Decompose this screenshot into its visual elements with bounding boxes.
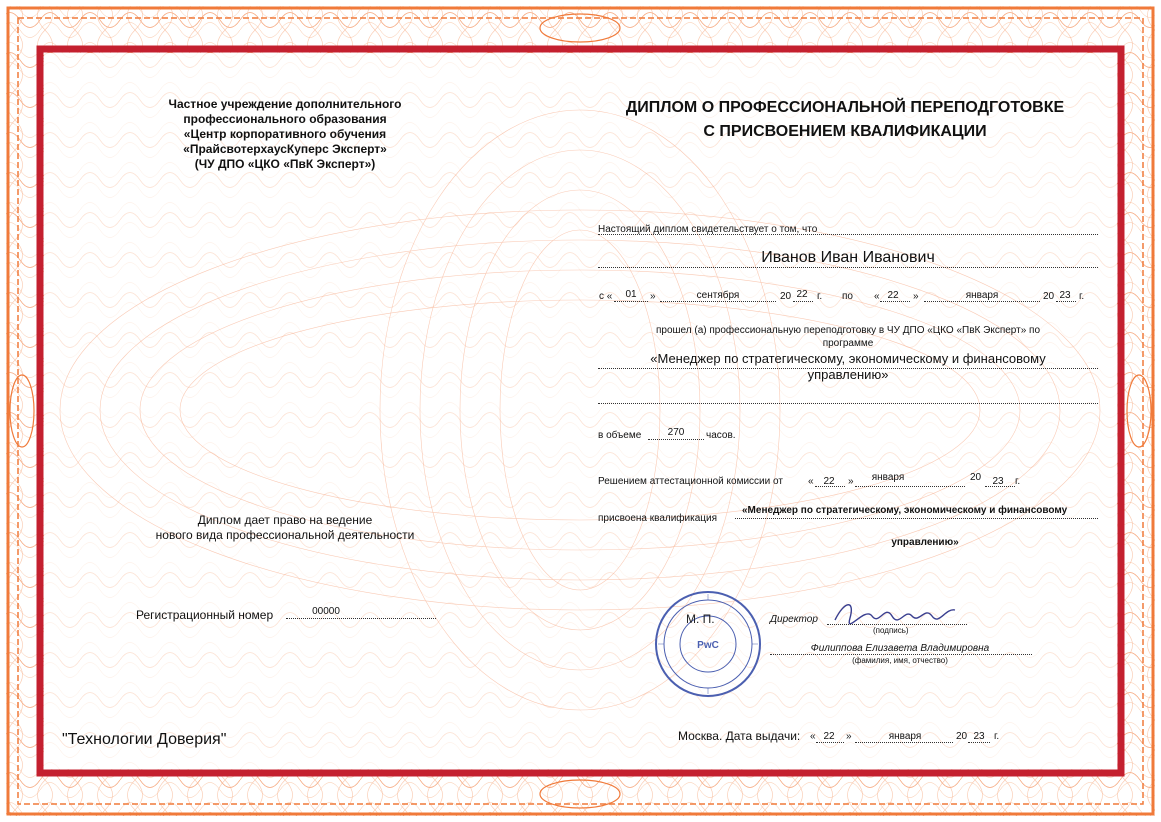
stamp bbox=[654, 590, 762, 698]
underline bbox=[598, 234, 1098, 235]
underline bbox=[735, 518, 1098, 519]
underline bbox=[855, 742, 953, 743]
program-intro-line: прошел (а) профессиональную переподготовку в ЧУ ДПО «ЦКО «ПвК Эксперт» по bbox=[655, 325, 1041, 336]
intro-text: Настоящий диплом свидетельствует о том, что bbox=[598, 224, 818, 235]
institution-line: профессионального образования bbox=[183, 112, 387, 126]
underline bbox=[924, 301, 1040, 302]
issue-year: 23 bbox=[973, 731, 985, 742]
underline bbox=[827, 624, 967, 625]
underline bbox=[614, 301, 648, 302]
registration-label: Регистрационный номер bbox=[136, 608, 274, 622]
program-intro-line: программе bbox=[822, 338, 874, 349]
program-intro bbox=[598, 324, 1098, 350]
period-from-year: 22 bbox=[796, 289, 808, 300]
stamp-center-text: PwC bbox=[697, 640, 719, 651]
year-suffix: г. bbox=[1079, 291, 1085, 302]
underline bbox=[1056, 301, 1076, 302]
underline bbox=[286, 618, 436, 619]
hours-value: 270 bbox=[667, 427, 685, 438]
name-caption: (фамилия, имя, отчество) bbox=[852, 656, 948, 665]
qualification-label: присвоена квалификация bbox=[598, 513, 718, 524]
title-line: ДИПЛОМ О ПРОФЕССИОНАЛЬНОЙ ПЕРЕПОДГОТОВКЕ bbox=[625, 99, 1065, 116]
underline bbox=[598, 403, 1098, 404]
period-to-label: по bbox=[842, 291, 853, 302]
registration-number: 00000 bbox=[312, 606, 340, 617]
rights-text bbox=[130, 513, 440, 543]
underline bbox=[598, 267, 1098, 268]
institution-line: Частное учреждение дополнительного bbox=[168, 97, 402, 111]
director-name: Филиппова Елизавета Владимировна bbox=[810, 643, 990, 654]
institution-line: «Центр корпоративного обучения bbox=[183, 127, 387, 141]
year-prefix: 20 bbox=[956, 731, 968, 742]
title-line: С ПРИСВОЕНИЕМ КВАЛИФИКАЦИИ bbox=[703, 123, 987, 140]
qualification-line1: «Менеджер по стратегическому, экономическому и финансовому bbox=[742, 505, 1068, 516]
underline bbox=[793, 301, 813, 302]
underline bbox=[770, 654, 1032, 655]
commission-label: Решением аттестационной комиссии от bbox=[598, 476, 783, 487]
quote-close: » bbox=[913, 291, 919, 302]
footer-brand: "Технологии Доверия" bbox=[62, 731, 227, 748]
quote-close: » bbox=[650, 291, 656, 302]
institution-line: «ПрайсвотерхаусКуперс Эксперт» bbox=[183, 142, 387, 156]
year-prefix: 20 bbox=[970, 472, 982, 483]
period-to-year: 23 bbox=[1059, 290, 1071, 301]
quote-open: « bbox=[810, 731, 816, 742]
institution-line: (ЧУ ДПО «ЦКО «ПвК Эксперт») bbox=[194, 157, 376, 171]
issue-month: января bbox=[888, 731, 922, 742]
commission-month: января bbox=[871, 472, 905, 483]
underline bbox=[816, 742, 844, 743]
program-name-line: «Менеджер по стратегическому, экономическому и финансовому bbox=[650, 351, 1046, 366]
hours-prefix: в объеме bbox=[598, 430, 642, 441]
commission-year: 23 bbox=[992, 476, 1004, 487]
period-from-prefix: с « bbox=[599, 291, 613, 302]
issue-label: Москва. Дата выдачи: bbox=[678, 729, 801, 743]
underline bbox=[968, 742, 990, 743]
quote-close: » bbox=[848, 476, 854, 487]
qualification-line2: управлению» bbox=[891, 537, 959, 548]
quote-open: « bbox=[808, 476, 814, 487]
rights-line: нового вида профессиональной деятельности bbox=[155, 528, 415, 542]
diploma-title bbox=[580, 96, 1110, 144]
quote-open: « bbox=[874, 291, 880, 302]
year-suffix: г. bbox=[994, 731, 1000, 742]
issue-day: 22 bbox=[823, 731, 835, 742]
underline bbox=[880, 301, 910, 302]
quote-close: » bbox=[846, 731, 852, 742]
underline bbox=[815, 486, 845, 487]
underline bbox=[598, 368, 1098, 369]
underline bbox=[985, 486, 1015, 487]
signature-caption: (подпись) bbox=[873, 626, 909, 635]
recipient-name: Иванов Иван Иванович bbox=[761, 249, 935, 266]
underline bbox=[648, 439, 704, 440]
stamp-mp: М. П. bbox=[686, 612, 715, 626]
period-from-day: 01 bbox=[625, 289, 637, 300]
underline bbox=[660, 301, 776, 302]
commission-day: 22 bbox=[823, 476, 835, 487]
hours-suffix: часов. bbox=[706, 430, 736, 441]
program-name bbox=[598, 351, 1098, 383]
institution-block bbox=[130, 97, 440, 172]
period-from-month: сентября bbox=[696, 290, 740, 301]
year-prefix: 20 bbox=[1043, 291, 1055, 302]
year-suffix: г. bbox=[1015, 476, 1021, 487]
rights-line: Диплом дает право на ведение bbox=[197, 513, 373, 527]
year-prefix: 20 bbox=[780, 291, 792, 302]
period-to-day: 22 bbox=[887, 290, 899, 301]
year-suffix: г. bbox=[817, 291, 823, 302]
program-name-line: управлению» bbox=[807, 367, 889, 382]
period-to-month: января bbox=[965, 290, 999, 301]
director-label: Директор bbox=[770, 614, 818, 625]
underline bbox=[855, 486, 965, 487]
